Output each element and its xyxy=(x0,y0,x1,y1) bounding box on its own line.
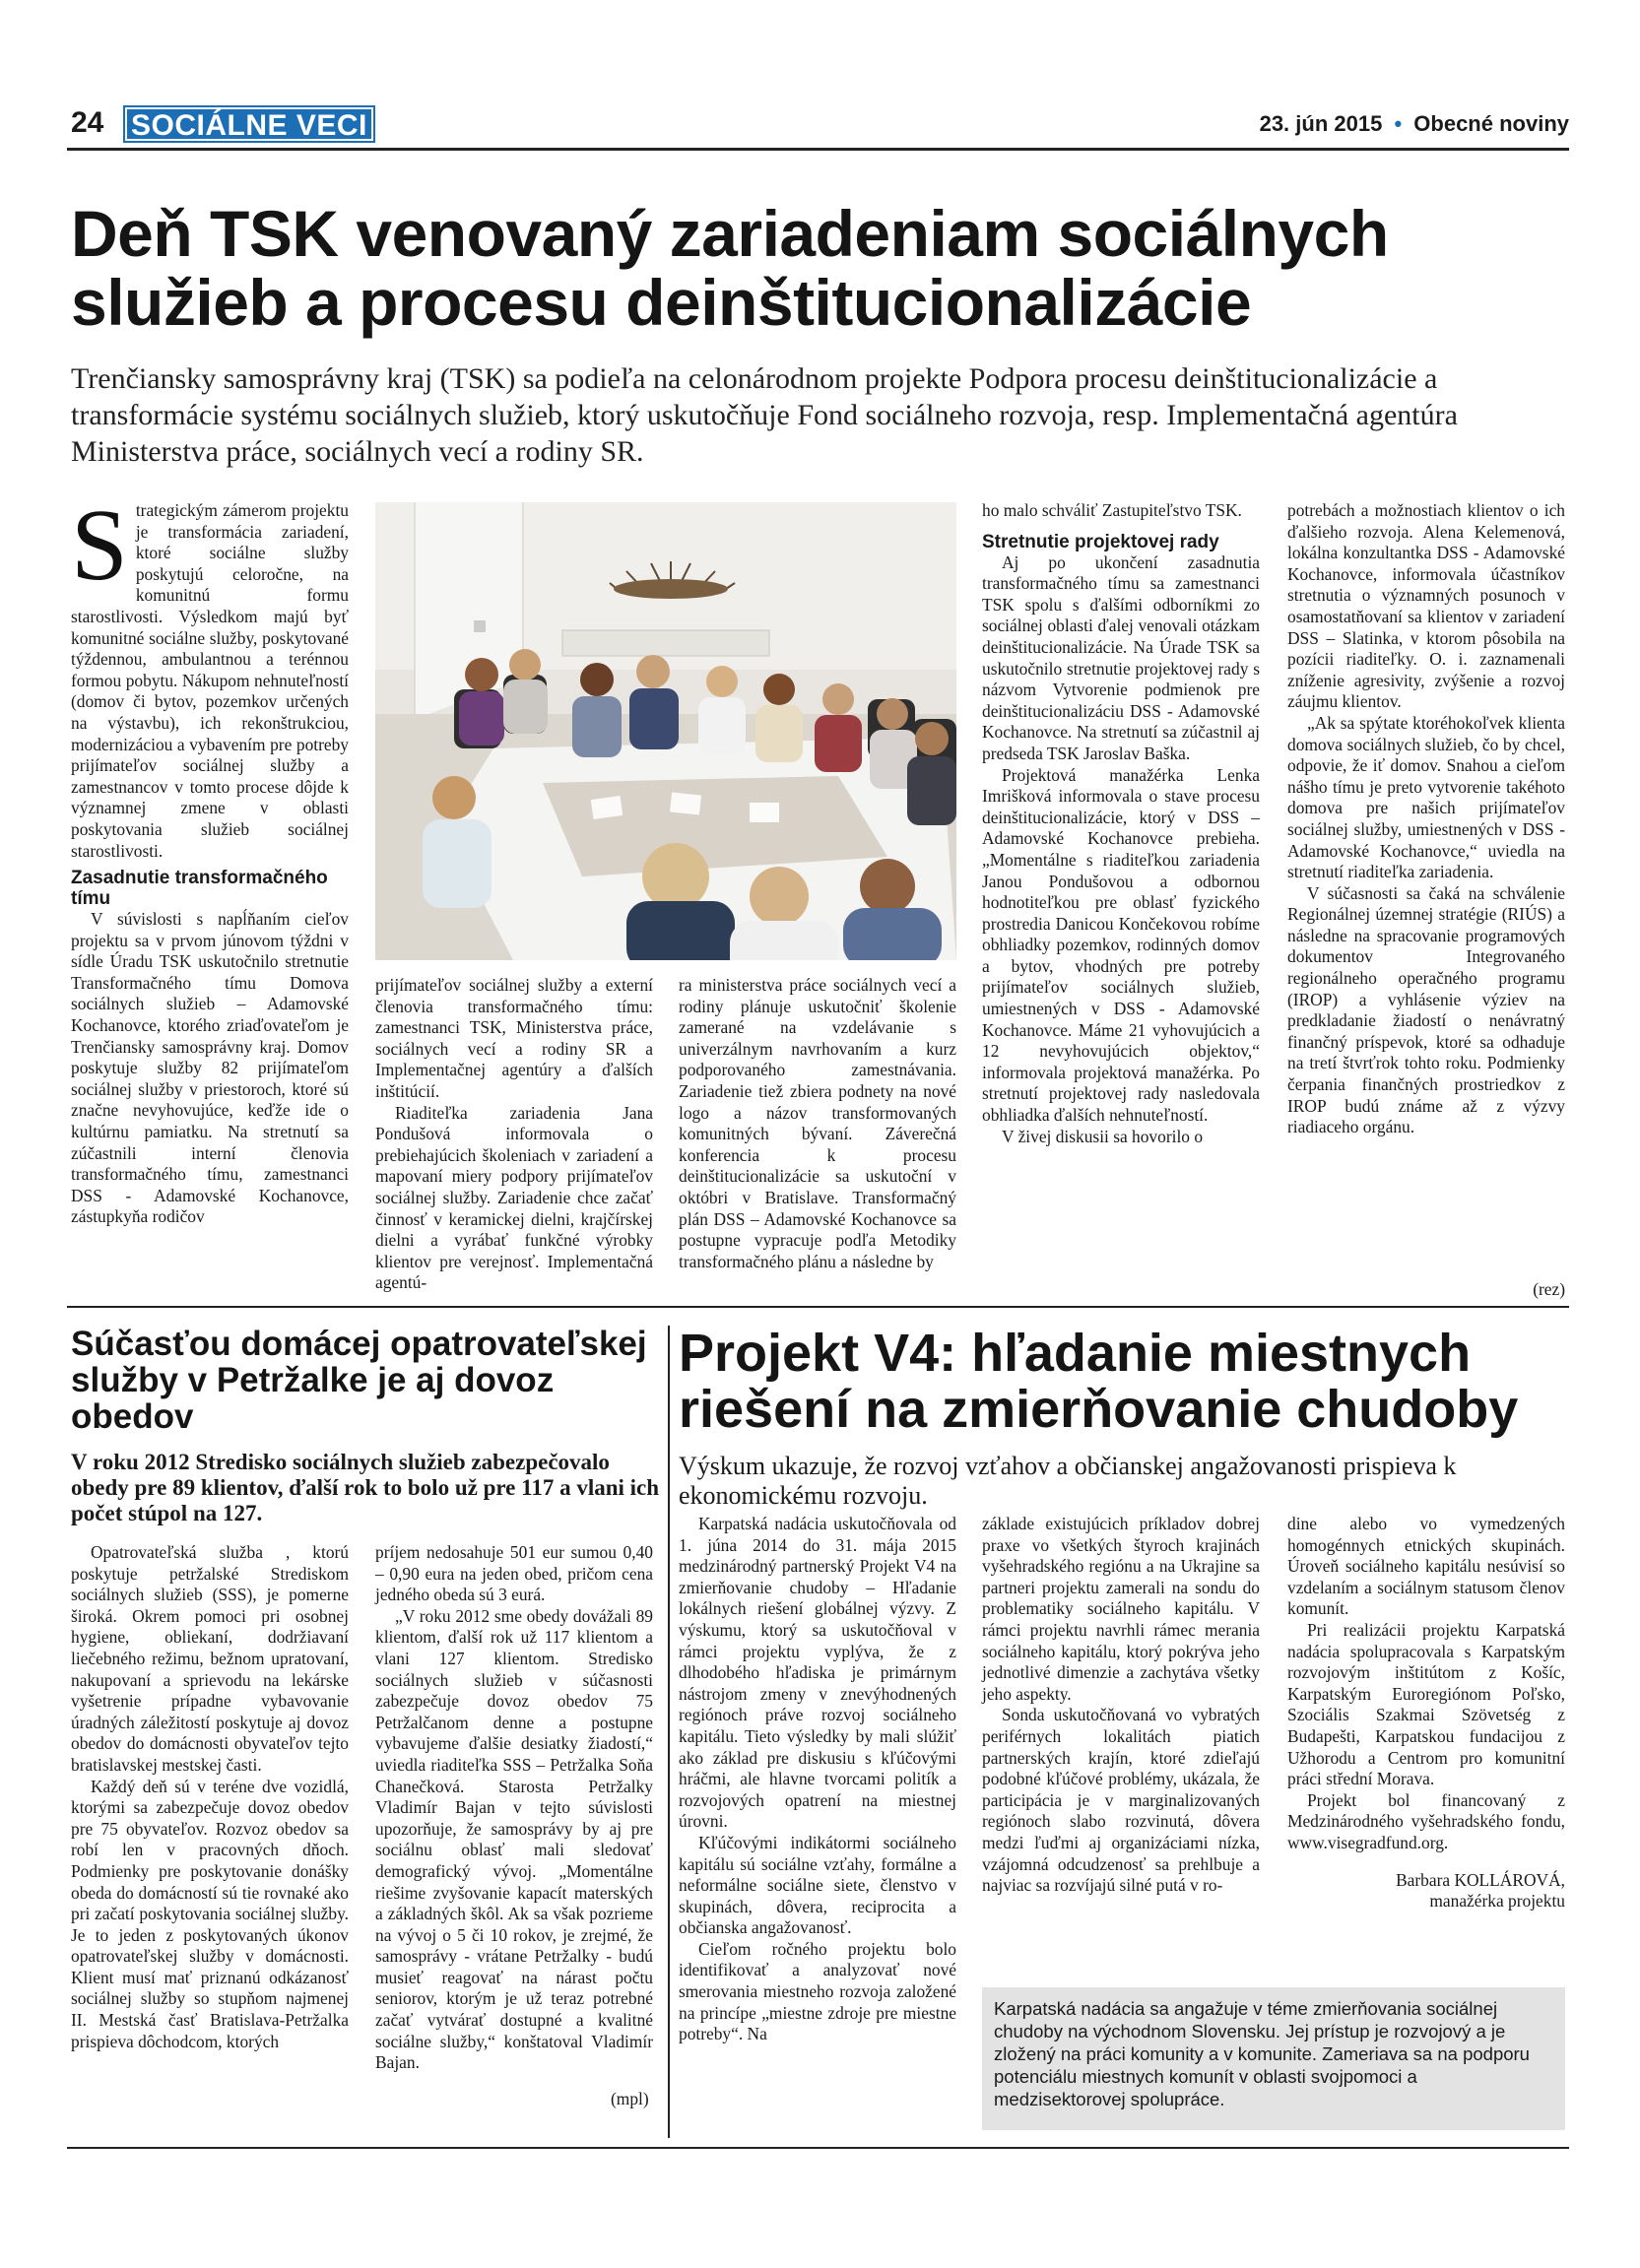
paragraph: Pri realizácii projektu Karpatská nadácia spolupracovala s Karpatským rozvojovým inštitútom z Košíc, Karpatským Euroregiónom Poľsko, Szociális Szakmai Szövetség z Budapešti, Karpatskou fundacijou z Užhorodu a Centrom pro komunitní práci střední Morava. xyxy=(1287,1619,1565,1789)
headline-line1: Deň TSK venovaný zariadeniam sociálnych xyxy=(71,197,1389,270)
publication-name: Obecné noviny xyxy=(1413,111,1569,136)
meeting-photo-illustration xyxy=(375,502,956,960)
header-dateline xyxy=(1260,110,1569,138)
article3-column-2 xyxy=(982,1514,1260,1897)
header-rule xyxy=(67,148,1569,151)
subheading: Stretnutie projektovej rady xyxy=(982,531,1219,552)
section-badge: SOCIÁLNE VECI xyxy=(123,105,375,143)
paragraph: „Ak sa spýtate ktoréhokoľvek klienta domova sociálnych služieb, čo by chcel, odpovie, že iť domov. Snahou a cieľom nášho tímu je preto vytvorenie takéhoto domova pre našich prijímateľov sociálnej služby, umiestnených v DSS - Adamovské Kochanovce,“ uviedla na stretnutí riaditeľka zariadenia. xyxy=(1287,712,1565,882)
author-role: manažérka projektu xyxy=(1429,1891,1565,1912)
issue-date: 23. jún 2015 xyxy=(1259,111,1383,136)
paragraph: Projektová manažérka Lenka Imrišková informovala o stave procesu deinštitucionalizácie, ktorý v DSS – Adamovské Kochanovce prebieha. „Momentálne s riaditeľkou zariadenia Janou Pondušovou a odbornou hodnotiteľkou pre oblasť fyzického prostredia Danicou Končekovou robíme obhliadky pozemkov, rodinných domov a bytov, vhodných pre potreby prijímateľov sociálnych služieb, umiestnených v DSS - Adamovské Kochanovce. Máme 21 vyhovujúcich a 12 nevyhovujúcich objektov,“ informovala projektová manažérka. Po stretnutí projektovej rady nasledovala obhliadka ďalších nehnuteľností. xyxy=(982,764,1260,1126)
article1-headline xyxy=(71,199,1578,337)
drop-cap: S xyxy=(71,488,128,602)
article2-column-1 xyxy=(71,1542,349,2052)
info-box: Karpatská nadácia sa angažuje v téme zmierňovania sociálnej chudoby na východnom Slovensku. Jej prístup je rozvojový a je zložený na práci komunity a v komunite. Zameriava sa na podporu potenciálu miestnych komunít v oblasti svojpomoci a medzisektorovej spolupráce. xyxy=(982,1987,1565,2130)
article2-lead: V roku 2012 Stredisko sociálnych služieb zabezpečovalo obedy pre 89 klientov, ďalší rok to bolo už pre 117 a vlani ich počet stúpol na 127. xyxy=(71,1450,660,1525)
paragraph: Karpatská nadácia uskutočňovala od 1. júna 2014 do 31. mája 2015 medzinárodný partnerský Projekt V4 na zmierňovanie chudoby – Hľadanie lokálnych riešení globálnej výzvy. Z výskumu, ktorý sa uskutočňoval v rámci projektu vyplýva, že z dlhodobého hľadiska je primárnym nástrojom zmeny v znevýhodnených regiónoch práve rozvoj sociálneho kapitálu. Tieto výsledky by mali slúžiť ako základ pre diskusiu s kľúčovými hráčmi, ale hlavne tvorcami politík a rozvojových opatrení na miestnej úrovni. xyxy=(679,1514,956,1832)
paragraph: Kľúčovými indikátormi sociálneho kapitálu sú sociálne vzťahy, formálne a neformálne sociálne siete, členstvo v skupinách, dôvera, reciprocita a občianska angažovanosť. xyxy=(679,1832,956,1938)
headline-line2: riešení na zmierňovanie chudoby xyxy=(679,1380,1519,1439)
article3-headline xyxy=(679,1326,1570,1438)
paragraph: V živej diskusii sa hovorilo o xyxy=(1002,1126,1204,1146)
paragraph: Aj po ukončení zasadnutia transformačného tímu sa zamestnanci TSK spolu s ďalšími odborníkmi zo sociálnej oblasti ďalej venovali otázkam deinštitucionalizácie. Na Úrade TSK sa uskutočnilo stretnutie projektovej rady s názvom Vytvorenie podmienok pre deinštitucionalizáciu DSS - Adamovské Kochanovce. Na stretnutí sa zúčastnil aj predseda TSK Jaroslav Baška. xyxy=(982,551,1260,763)
article1-column-3 xyxy=(679,975,956,1272)
separator-dot: • xyxy=(1394,111,1403,136)
paragraph: Opatrovateľská služba , ktorú poskytuje petržalské Strediskom sociálnych služieb (SSS), je pomerne široká. Okrem pomoci pri osobnej hygiene, obliekaní, dodržiavaní liečebného režimu, bežnom upratovaní, nakupovaní a sprievodu na lekárske vyšetrenie prípadne vybavovanie úradných záležitostí poskytuje aj dovoz obedov do domácnosti obyvateľov tejto bratislavskej mestskej časti. xyxy=(71,1542,349,1775)
headline-line1: Projekt V4: hľadanie miestnych xyxy=(679,1324,1472,1383)
article3-column-1 xyxy=(679,1514,956,2045)
article2-headline: Súčasťou domácej opatrovateľskej služby v Petržalke je aj dovoz obedov xyxy=(71,1325,647,1436)
headline-line2: služieb a procesu deinštitucionalizácie xyxy=(71,266,1252,339)
paragraph: prijímateľov sociálnej služby a externí členovia transformačného tímu: zamestnanci TSK, Ministerstva práce, sociálnych vecí a rodiny SR a Implementačnej agentúry a ďalších inštitúcií. xyxy=(375,975,653,1101)
article3-column-3 xyxy=(1287,1514,1565,1912)
paragraph: Sonda uskutočňovaná vo vybratých periférnych lokalitách piatich partnerských krajín, ktoré zdieľajú podobné kľúčové problémy, ukázala, že participácia je v marginalizovaných regiónoch slabo rozvinutá, dôvera medzi ľuďmi aj organizáciami nízka, vzájomná odcudzenosť sa prehlbuje a najviac sa rozvíjajú silné putá v ro- xyxy=(982,1705,1260,1896)
paragraph: ra ministerstva práce sociálnych vecí a rodiny plánuje uskutočniť školenie zamerané na vzdelávanie s univerzálnym navrhovaním a kurz podporovaného zamestnávania. Zariadenie tiež zbiera podnety na nové logo a názov transformovaných komunitných bývaní. Záverečná konferencia k procesu deinštitucionalizácie sa uskutoční v októbri v Bratislave. Transformačný plán DSS – Adamovské Kochanovce sa postupne vypracuje podľa Metodiky transformačného plánu a následne by xyxy=(679,975,956,1271)
paragraph: trategickým zámerom projektu je transformácia zariadení, ktoré sociálne služby poskytujú celoročne, na komunitnú formu starostlivosti. Výsledkom majú byť komunitné sociálne služby, poskytované týždennou, ambulantnou a terénnou formou pobytu. Nákupom nehnuteľností (domov či bytov, pozemkov určených na výstavbu), ich rekonštrukciou, modernizáciou a vybavením pre potreby prijímateľov sociálnej služby a zamestnancov v tomto procese dôjde k významnej zmene v oblasti poskytovania služieb sociálnej starostlivosti. xyxy=(71,500,349,861)
subheading: Zasadnutie transformačného tímu xyxy=(71,868,328,910)
paragraph: Každý deň sú v teréne dve vozidlá, ktorými sa zabezpečuje dovoz obedov pre 75 obyvateľov. Rozvoz obedov sa robí len v pracovných dňoch. Podmienky pre poskytovanie donášky obeda do domácností sú tie rovnaké ako pri začatí poskytovania sociálnej služby. Je to jeden z poskytovaných úkonov opatrovateľskej služby v domácnosti. Klient musí mať priznanú odkázanosť sociálnej služby so stupňom najmenej II. Mestská časť Bratislava-Petržalka prispieva dôchodcom, ktorých xyxy=(71,1776,349,2051)
article-divider-vertical xyxy=(668,1326,670,2138)
article2-column-2 xyxy=(375,1542,653,2074)
paragraph: dine alebo vo vymedzených homogénnych etnických skupinách. Úroveň sociálneho kapitálu nesúvisí so vzdelaním a sociálnym statusom členov komunít. xyxy=(1287,1514,1565,1619)
paragraph: ho malo schváliť Zastupiteľstvo TSK. xyxy=(982,500,1242,520)
article2-signature: (mpl) xyxy=(611,2089,649,2108)
paragraph: V súčasnosti sa čaká na schválenie Regionálnej územnej stratégie (RIÚS) a následne na spracovanie programových dokumentov Integrovaného regionálneho operačného programu (IROP) a vyhlásenie výziev na predkladanie žiadostí o nenávratný finančný príspevok, ktoré sa odhaduje na tretí štvrťrok tohto roku. Podmienky čerpania finančných prostriedkov z IROP budú známe až z výzvy riadiaceho orgánu. xyxy=(1287,882,1565,1137)
article1-column-1 xyxy=(71,488,349,1228)
article1-bottom-rule xyxy=(67,1306,1569,1308)
author-name: Barbara KOLLÁROVÁ, xyxy=(1396,1869,1565,1890)
paragraph: príjem nedosahuje 501 eur sumou 0,40 – 0,90 eura na jeden obed, pričom cena jedného obeda sú 3 eurá. xyxy=(375,1542,653,1605)
paragraph: potrebách a možnostiach klientov o ich ďalšieho rozvoja. Alena Kelemenová, lokálna konzultantka DSS - Adamovské Kochanovce, informovala účastníkov stretnutia o významných posunoch v osamostatňovaní sa klientov v zariadení DSS – Slatinka, v ktorom pôsobila na pozícii riaditeľky. O. i. zaznamenali zníženie agresivity, zvýšenie a rozvoj záujmu klientov. xyxy=(1287,500,1565,712)
page-bottom-rule xyxy=(67,2147,1569,2149)
paragraph: základe existujúcich príkladov dobrej praxe vo všetkých štyroch krajinách vyšehradského regiónu a na Ukrajine sa partneri projektu zamerali na sondu do problematiky sociálneho kapitálu. V rámci projektu navrhli rámec merania sociálneho kapitálu, ktorý pokrýva jeho jednotlivé dimenzie a zachytáva všetky jeho aspekty. xyxy=(982,1514,1260,1704)
paragraph: „V roku 2012 sme obedy dovážali 89 klientom, ďalší rok už 117 klientom a vlani 127 klientom. Stredisko sociálnych služieb v súčasnosti zabezpečuje dovoz obedov 75 Petržalčanom denne a postupne vybavujeme ďalšie desiatky žiadostí,“ uviedla riaditeľka SSS – Petržalka Soňa Chanečková. Starosta Petržalky Vladimír Bajan v tejto súvislosti upozorňuje, že samosprávy by aj pre sociálnu oblasť mali sledovať demografický vývoj. „Momentálne riešime zvyšovanie kapacít materských a základných škôl. Ak sa však pozrieme na vývoj o 5 či 10 rokov, je zrejmé, že samosprávy - vrátane Petržalky - budú musieť reagovať na nárast počtu seniorov, ktorým je už teraz potrebné začať vytvárať dostupné a kvalitné sociálne služby,“ konštatoval Vladimír Bajan. xyxy=(375,1605,653,2073)
article1-column-5 xyxy=(1287,500,1565,1138)
paragraph: Projekt bol financovaný z Medzinárodného vyšehradského fondu, www.visegradfund.org. xyxy=(1287,1789,1565,1852)
page-number: 24 xyxy=(71,106,104,139)
paragraph: V súvislosti s napĺňaním cieľov projektu sa v prvom júnovom týždni v sídle Úradu TSK uskutočnilo stretnutie Transformačného tímu Domova sociálnych služieb – Adamovské Kochanovce, ktorého zriaďovateľom je Trenčiansky samosprávny kraj. Domov poskytuje služby 82 prijímateľom sociálnej služby v priestoroch, ktoré sú značne nevyhovujúce, keďže ide o kultúrnu pamiatku. Na stretnutí sa zúčastnili interní členovia transformačného tímu, zamestnanci DSS - Adamovské Kochanovce, zástupkyňa rodičov xyxy=(71,909,349,1227)
paragraph: Riaditeľka zariadenia Jana Pondušová informovala o prebiehajúcich školeniach v zariadení a mapovaní miery podpory prijímateľov sociálnej služby. Zariadenie chce začať činnosť v keramickej dielni, krajčírskej dielni a vyrábať funkčné výrobky klientov pre verejnosť. Implementačná agentú- xyxy=(375,1102,653,1293)
article1-signature: (rez) xyxy=(1533,1279,1565,1299)
article1-column-4 xyxy=(982,500,1260,1147)
paragraph: Cieľom ročného projektu bolo identifikovať a analyzovať nové smerovania miestneho rozvoja založené na princípe „miestne zdroje pre miestne potreby“. Na xyxy=(679,1938,956,2044)
meeting-photo xyxy=(375,502,956,960)
article1-lead: Trenčiansky samosprávny kraj (TSK) sa podieľa na celonárodnom projekte Podpora procesu deinštitucionalizácie a transformácie systému sociálnych služieb, ktorý uskutočňuje Fond sociálneho rozvoja, resp. Implementačná agentúra Ministerstva práce, sociálnych vecí a rodiny SR. xyxy=(71,362,1458,468)
article1-column-2 xyxy=(375,975,653,1294)
article3-lead: Výskum ukazuje, že rozvoj vzťahov a občianskej angažovanosti prispieva k ekonomickému rozvoju. xyxy=(679,1452,1457,1510)
